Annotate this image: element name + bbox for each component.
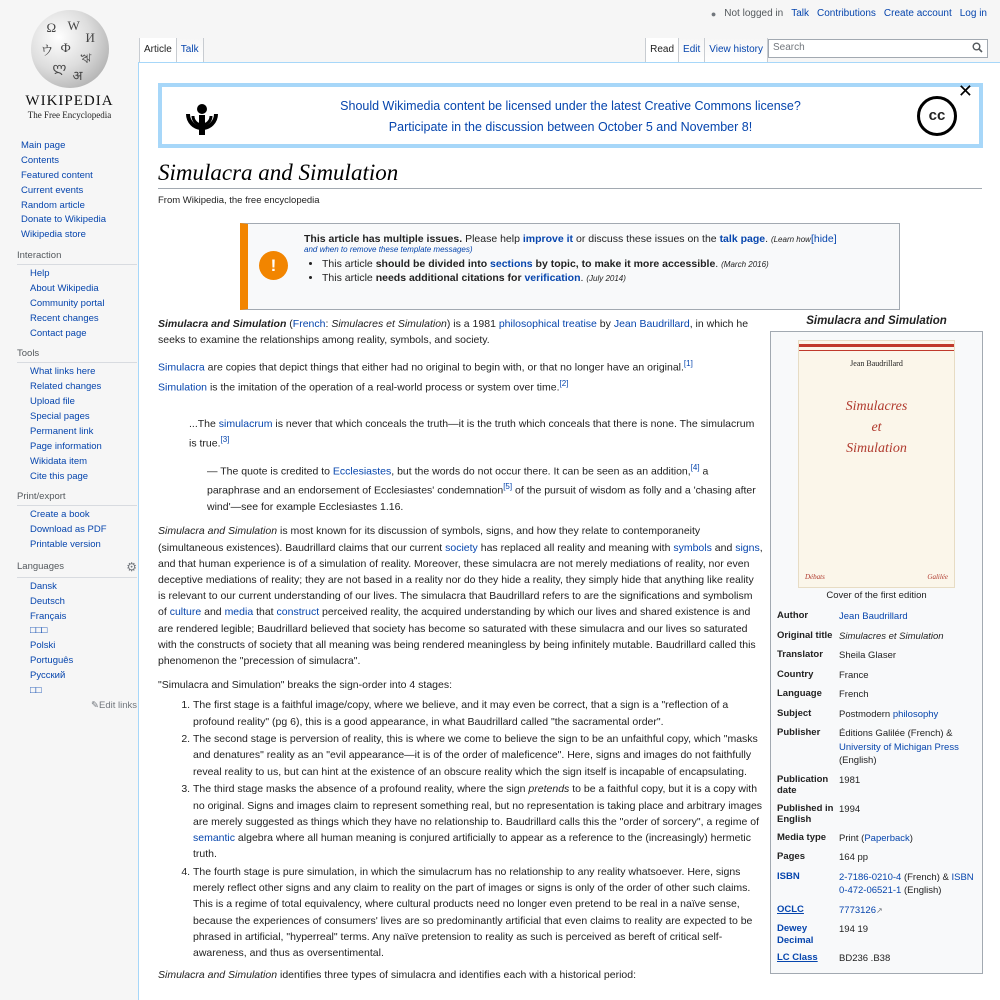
sidebar-languages [17,560,137,711]
list-item: 2. The second stage is perversion of reality, this is where we come to believe the sign to be an unfaithful copy, which "masks and denatures" reality as an "evil appearance—it is of the order of maleficence". Here, signs and images do not faithfully reveal reality to us, but can hint at the existence of an obscure reality which the sign itself is incapable of encapsulating. [193,731,763,780]
philosophy-link[interactable]: philosophy [892,708,939,720]
signs-link[interactable]: signs [735,541,760,554]
cover-caption: Cover of the first edition [826,590,927,601]
sidebar-item-contact[interactable]: Contact page [30,327,87,339]
tab-edit[interactable]: Edit [679,38,705,62]
globe-icon: Ω W И ウ Ф ঋ ლ अ [31,10,109,88]
sidebar-item-lang-8[interactable]: □□ [30,684,42,696]
sidebar-item-main-page[interactable]: Main page [21,140,66,151]
infobox-table [775,607,978,969]
french-link[interactable]: French [292,318,326,330]
sidebar-item-donate[interactable]: Donate to Wikipedia [21,214,107,226]
symbols-link[interactable]: symbols [673,541,712,554]
article-body [158,316,763,991]
close-icon[interactable]: ✕ [957,81,973,101]
table-row: Dewey Decimal 194 19 [777,923,869,946]
simulacrum-link[interactable]: simulacrum [218,417,273,430]
sidebar [17,140,137,720]
table-row: Published in English 1994 [777,802,861,825]
gear-icon[interactable]: ⚙ [126,559,137,574]
sidebar-item-create-book[interactable]: Create a book [30,509,90,521]
ecclesiastes-link[interactable]: Ecclesiastes [332,465,392,478]
umich-press-link[interactable]: University of Michigan Press [839,741,959,753]
ref-4[interactable]: [4] [690,462,700,472]
construct-link[interactable]: construct [276,606,320,619]
blockquote: ...The simulacrum is never that which conceals the truth—it is the truth which conceals that there is none. The simulacrum is true.[3] [189,417,755,450]
table-row: Language French [777,688,869,700]
baudrillard-link[interactable]: Jean Baudrillard [613,318,690,330]
sidebar-item-lang-francais[interactable]: Français [30,610,67,622]
ref-2[interactable]: [2] [559,379,569,389]
tagline: The Free Encyclopedia [27,110,112,120]
wikipedia-logo[interactable] [17,10,122,120]
sidebar-item-current-events[interactable]: Current events [21,184,84,196]
sidebar-item-lang-russkiy[interactable]: Русский [30,670,66,682]
semantic-link[interactable]: semantic [193,831,236,844]
create-account-link[interactable]: Create account [883,8,952,19]
log-in-link[interactable]: Log in [959,8,987,19]
wordmark: WIKIPEDIA [25,93,114,109]
site-sub: From Wikipedia, the free encyclopedia [158,195,320,206]
infobox-caption: Simulacra and Simulation [806,315,947,327]
sidebar-item-download-pdf[interactable]: Download as PDF [30,524,107,536]
verification-link[interactable]: verification [524,272,581,284]
issue-item: • This article should be divided into sections by topic, to make it more accessible. (March 2016) [322,258,891,270]
edit-links[interactable]: ✎Edit links [91,699,137,711]
hide-link[interactable]: [hide] [810,233,837,245]
isbn-french-link[interactable]: 2-7186-0210-4 [839,871,902,883]
oclc-link[interactable]: 7773126 [839,904,876,916]
isbn-word-link[interactable]: ISBN [951,871,974,883]
table-row: OCLC 7773126↗ [777,903,883,916]
sidebar-item-store[interactable]: Wikipedia store [21,229,86,241]
sidebar-navigation [17,140,137,241]
warning-icon: ! [259,251,288,280]
sidebar-heading-tools: Tools [17,348,137,363]
issue-item: • This article needs additional citations for verification. (July 2014) [322,272,891,284]
sidebar-heading-print: Print/export [17,491,137,506]
cover-title: Simulacres et Simulation [845,399,908,456]
sidebar-item-lang-deutsch[interactable]: Deutsch [30,595,65,607]
table-row: Publisher Éditions Galilée (French) & University of Michigan Press (English) [777,727,959,766]
sidebar-item-upload-file[interactable]: Upload file [30,396,75,408]
media-link[interactable]: media [224,606,254,619]
wikimedia-icon [184,101,220,137]
sidebar-item-lang-dansk[interactable]: Dansk [30,580,57,592]
table-row: LC Class BD236 .B38 [777,952,891,964]
sidebar-item-lang-polski[interactable]: Polski [30,640,56,652]
sidebar-heading-interaction: Interaction [17,250,137,265]
cover-author: Jean Baudrillard [850,359,903,368]
treatise-link[interactable]: philosophical treatise [498,318,597,330]
tab-read[interactable]: Read [645,38,679,62]
talk-link[interactable]: Talk [791,8,809,19]
stages-list [158,697,763,961]
stages-intro: "Simulacra and Simulation" breaks the sign-order into 4 stages: [158,679,453,692]
sidebar-item-community-portal[interactable]: Community portal [30,297,105,309]
ref-3[interactable]: [3] [220,435,230,445]
sidebar-item-recent-changes[interactable]: Recent changes [30,312,99,324]
sidebar-item-related-changes[interactable]: Related changes [30,381,102,393]
infobox [770,315,983,974]
improve-it-link[interactable]: improve it [522,233,574,245]
sidebar-item-random-article[interactable]: Random article [21,199,85,211]
sidebar-print [17,491,137,550]
ref-1[interactable]: [1] [683,359,693,369]
user-icon: ● [710,8,717,19]
simulacra-definition: Simulacra are copies that depict things that either had no original to begin with, or that no longer have an original.[1] Simulation is the imitation of the operation of a real-world process or system over time.[2] [158,359,693,394]
isbn-english-link[interactable]: 0-472-06521-1 [839,885,902,896]
search-icon[interactable] [972,42,983,56]
table-row: Author Jean Baudrillard [777,610,908,622]
sidebar-item-permanent-link[interactable]: Permanent link [30,425,94,437]
view-tabs [645,38,768,62]
sidebar-item-wikidata-item[interactable]: Wikidata item [30,455,88,467]
sidebar-item-featured-content[interactable]: Featured content [21,169,93,181]
body-paragraph: Simulacra and Simulation is most known for its discussion of symbols, signs, and how they relate to contemporaneity (simultaneous existences). Baudrillard claims that our current society has replaced all reality and meaning with symbols and signs, and that human experience is of a simulation of reality. Moreover, these simulacra are not merely mediations of reality, nor even deceptive mediations of reality; they are not based in a reality nor do they hide a reality, they simply hide that anything like reality is relevant to our current understanding of our lives. The simulacra that Baudrillard refers to are the significations and symbolism of culture and media that construct perceived reality, the acquired understanding by which our lives and shared existence is and are rendered legible; Baudrillard believed that society has become so saturated with these simulacra and our lives so saturated with the constructs of society that all meaning was being rendered meaningless by being infinitely mutable. Baudrillard called this phenomenon the "precession of simulacra". [158,525,763,667]
sidebar-item-special-pages[interactable]: Special pages [30,410,90,422]
personal-tools [711,8,987,19]
table-row: Pages 164 pp [777,851,869,863]
tab-talk[interactable]: Talk [177,38,204,62]
issues-lead: This article has multiple issues. [304,233,463,245]
not-logged-in: Not logged in [724,8,784,19]
simulation-link[interactable]: Simulation [158,381,208,394]
page-title: Simulacra and Simulation [158,160,982,189]
contributions-link[interactable]: Contributions [817,8,876,19]
book-cover-image[interactable] [798,340,955,588]
multiple-issues-box: ! This article has multiple issues. Please help improve it or discuss these issues on the talk page. (Learn how[hide] and when to remove these template messages) • This article should be divided into sections by topic, to make it more accessible. (March 2016) • This article needs additional citations for verification. (July 2014) [240,223,900,310]
when-remove-text: and when to remove these template messages) [304,245,473,254]
cover-publisher: Débats Galilée [805,573,948,581]
pencil-icon: ✎ [91,699,99,711]
tab-article[interactable]: Article [139,38,177,62]
sidebar-item-what-links-here[interactable]: What links here [30,366,96,378]
sidebar-item-page-information[interactable]: Page information [30,440,102,452]
ref-5[interactable]: [5] [503,482,513,492]
quote-attribution: — The quote is credited to Ecclesiastes, but the words do not occur there. It can be seen as an addition,[4] a paraphrase and an endorsement of Ecclesiastes' condemnation[5] of the pursuit of wisdom as folly and a 'chasing after wind'—see for example Ecclesiastes 1.16. [207,462,756,514]
table-row: Media type Print (Paperback) [777,831,913,844]
external-link-icon: ↗ [875,905,883,915]
table-row: Subject Postmodern philosophy [777,707,939,720]
paperback-link[interactable]: Paperback [864,832,910,844]
sidebar-heading-languages: Languages ⚙ [17,560,137,578]
sidebar-item-cite-this-page[interactable]: Cite this page [30,470,89,482]
list-item: 4. The fourth stage is pure simulation, in which the simulacrum has no relationship to any reality whatsoever. Here, signs merely reflect other signs and any claim to reality on the part of images or signs is only of the order of other such claims. This is a regime of total equivalency, where cultural products need no longer even pretend to be real in a naïve sense, because the experiences of consumers' lives are so predominantly artificial that even claims to reality are expected to be phrased in artificial, "hyperreal" terms. Any naïve pretension to reality as such is perceived as bereft of critical self-awareness, and thus as oversentimental. [193,864,763,961]
content-area [138,62,1000,1000]
table-row: Original title Simulacres et Simulation [777,629,944,642]
site-notice-banner [158,83,983,148]
sidebar-item-lang-portugues[interactable]: Português [30,655,74,667]
talk-page-link[interactable]: talk page [719,233,766,245]
table-row: Translator Sheila Glaser [777,649,897,661]
sidebar-item-contents[interactable]: Contents [21,154,60,166]
table-row: Publication date 1981 [777,773,861,796]
simulacra-link[interactable]: Simulacra [158,361,205,374]
namespace-tabs [139,38,204,62]
body-paragraph: Simulacra and Simulation identifies three types of simulacra and identifies each with a historical period: [158,969,637,982]
culture-link[interactable]: culture [169,606,202,619]
search-input[interactable]: Search [768,39,988,58]
lead-paragraph: Simulacra and Simulation (French: Simulacres et Simulation) is a 1981 philosophical treatise by Jean Baudrillard, in which he seeks to examine the relationships among reality, symbols, and society. [158,318,749,347]
sidebar-item-lang-4[interactable]: □□□ [30,625,48,637]
society-link[interactable]: society [445,541,478,554]
sidebar-tools [17,348,137,482]
banner-message[interactable]: Should Wikimedia content be licensed under the latest Creative Commons license? Participate in the discussion between October 5 and November 8! [340,99,801,134]
tab-view-history[interactable]: View history [705,38,768,62]
sidebar-interaction [17,250,137,339]
list-item: 1. The first stage is a faithful image/copy, where we believe, and it may even be correct, that a sign is a "reflection of a profound reality" (pg 6), this is a good appearance, in what Baudrillard called "the sacramental order". [193,697,763,729]
list-item: 3. The third stage masks the absence of a profound reality, where the sign pretends to be a faithful copy, but it is a copy with no original. Signs and images claim to represent something real, but no representation is taking place and arbitrary images are merely suggested as things which they have no relationship to. Baudrillard calls this the "order of sorcery", a regime of semantic algebra where all human meaning is conjured artificially to appear as a reference to the (increasingly) hermetic truth. [193,781,763,862]
creative-commons-icon: cc [917,96,957,136]
table-row: ISBN 2-7186-0210-4 (French) & ISBN 0-472-06521-1 (English) [777,870,974,896]
sections-link[interactable]: sections [490,258,533,270]
sidebar-item-printable-version[interactable]: Printable version [30,539,101,551]
author-link[interactable]: Jean Baudrillard [839,611,908,622]
table-row: Country France [777,668,869,681]
sidebar-item-help[interactable]: Help [30,268,50,280]
sidebar-item-about[interactable]: About Wikipedia [30,282,99,294]
